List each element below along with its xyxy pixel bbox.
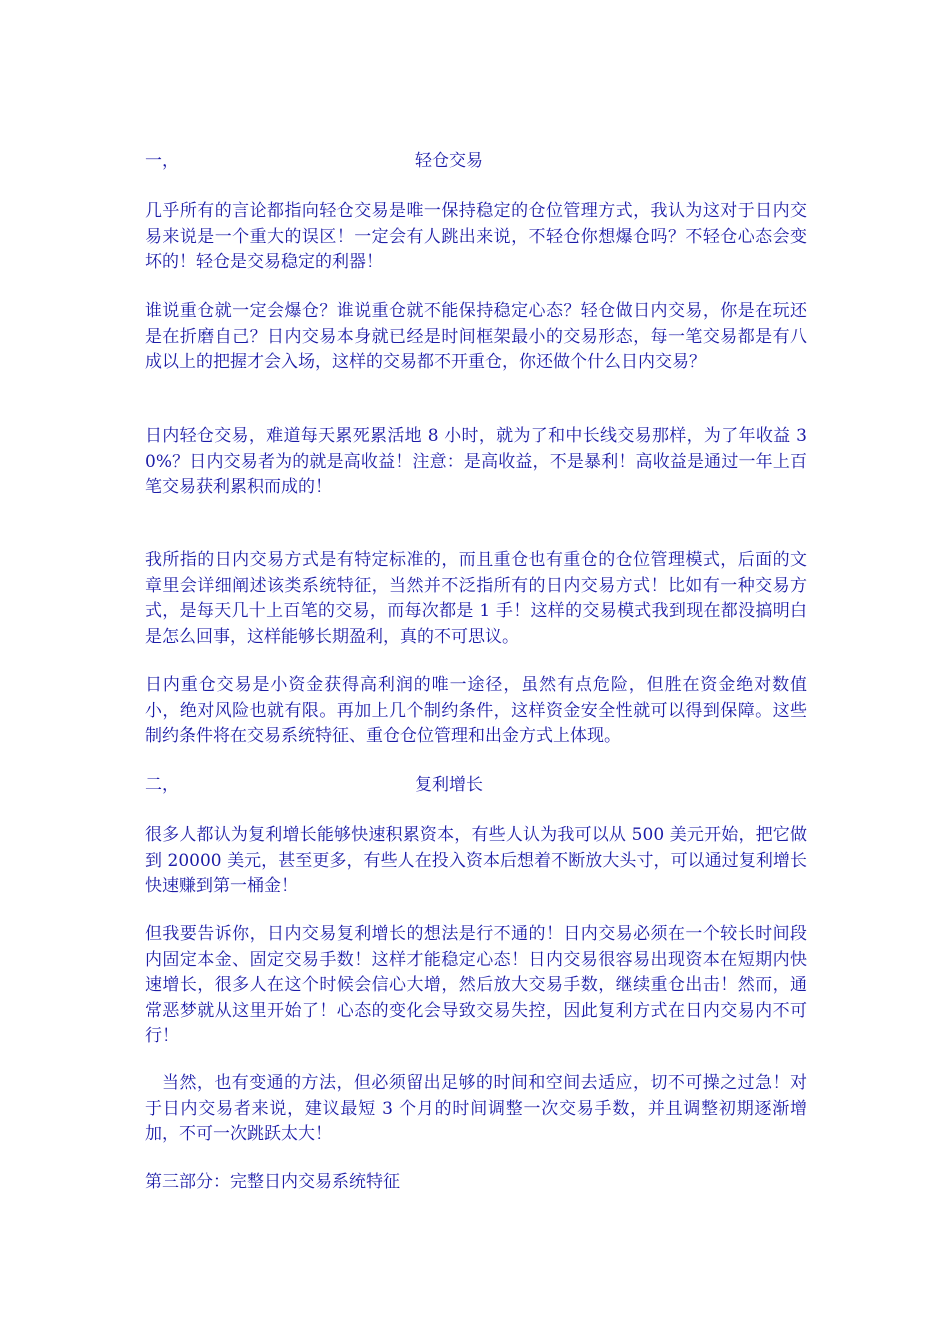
paragraph: 日内轻仓交易，难道每天累死累活地 8 小时，就为了和中长线交易那样，为了年收益 30%？日内交易者为的就是高收益！注意：是高收益，不是暴利！高收益是通过一年上百笔交易获利累积而成的！	[145, 426, 807, 497]
section-heading-1	[145, 148, 807, 174]
section-title: 轻仓交易	[415, 151, 483, 171]
paragraph: 但我要告诉你，日内交易复利增长的想法是行不通的！日内交易必须在一个较长时间段内固定本金、固定交易手数！这样才能稳定心态！日内交易很容易出现资本在短期内快速增长，很多人在这个时候会信心大增，然后放大交易手数，继续重仓出击！然而，通常恶梦就从这里开始了！心态的变化会导致交易失控，因此复利方式在日内交易内不可行！	[145, 924, 807, 1046]
section-number: 一，	[145, 151, 179, 171]
paragraph: 我所指的日内交易方式是有特定标准的，而且重仓也有重仓的仓位管理模式，后面的文章里会详细阐述该类系统特征，当然并不泛指所有的日内交易方式！比如有一种交易方式，是每天几十上百笔的交易，而每次都是 1 手！这样的交易模式我到现在都没搞明白是怎么回事，这样能够长期盈利，真的不可思议。	[145, 550, 807, 647]
part-heading-3	[145, 1169, 807, 1195]
paragraph: 当然，也有变通的方法，但必须留出足够的时间和空间去适应，切不可操之过急！对于日内交易者来说，建议最短 3 个月的时间调整一次交易手数，并且调整初期逐渐增加，不可一次跳跃太大！	[145, 1073, 807, 1144]
part-title: 第三部分：完整日内交易系统特征	[145, 1172, 400, 1192]
section-title: 复利增长	[415, 775, 483, 795]
section-number: 二，	[145, 775, 179, 795]
paragraph: 很多人都认为复利增长能够快速积累资本，有些人认为我可以从 500 美元开始，把它做到 20000 美元，甚至更多，有些人在投入资本后想着不断放大头寸，可以通过复利增长快速赚到第一桶金！	[145, 825, 807, 896]
section-heading-2	[145, 772, 807, 798]
paragraph: 几乎所有的言论都指向轻仓交易是唯一保持稳定的仓位管理方式，我认为这对于日内交易来说是一个重大的误区！一定会有人跳出来说，不轻仓你想爆仓吗？不轻仓心态会变坏的！轻仓是交易稳定的利器！	[145, 201, 807, 272]
paragraph: 日内重仓交易是小资金获得高利润的唯一途径，虽然有点危险，但胜在资金绝对数值小，绝对风险也就有限。再加上几个制约条件，这样资金安全性就可以得到保障。这些制约条件将在交易系统特征、重仓仓位管理和出金方式上体现。	[145, 675, 807, 746]
paragraph: 谁说重仓就一定会爆仓？谁说重仓就不能保持稳定心态？轻仓做日内交易，你是在玩还是在折磨自己？日内交易本身就已经是时间框架最小的交易形态，每一笔交易都是有八成以上的把握才会入场，这样的交易都不开重仓，你还做个什么日内交易？	[145, 301, 807, 372]
